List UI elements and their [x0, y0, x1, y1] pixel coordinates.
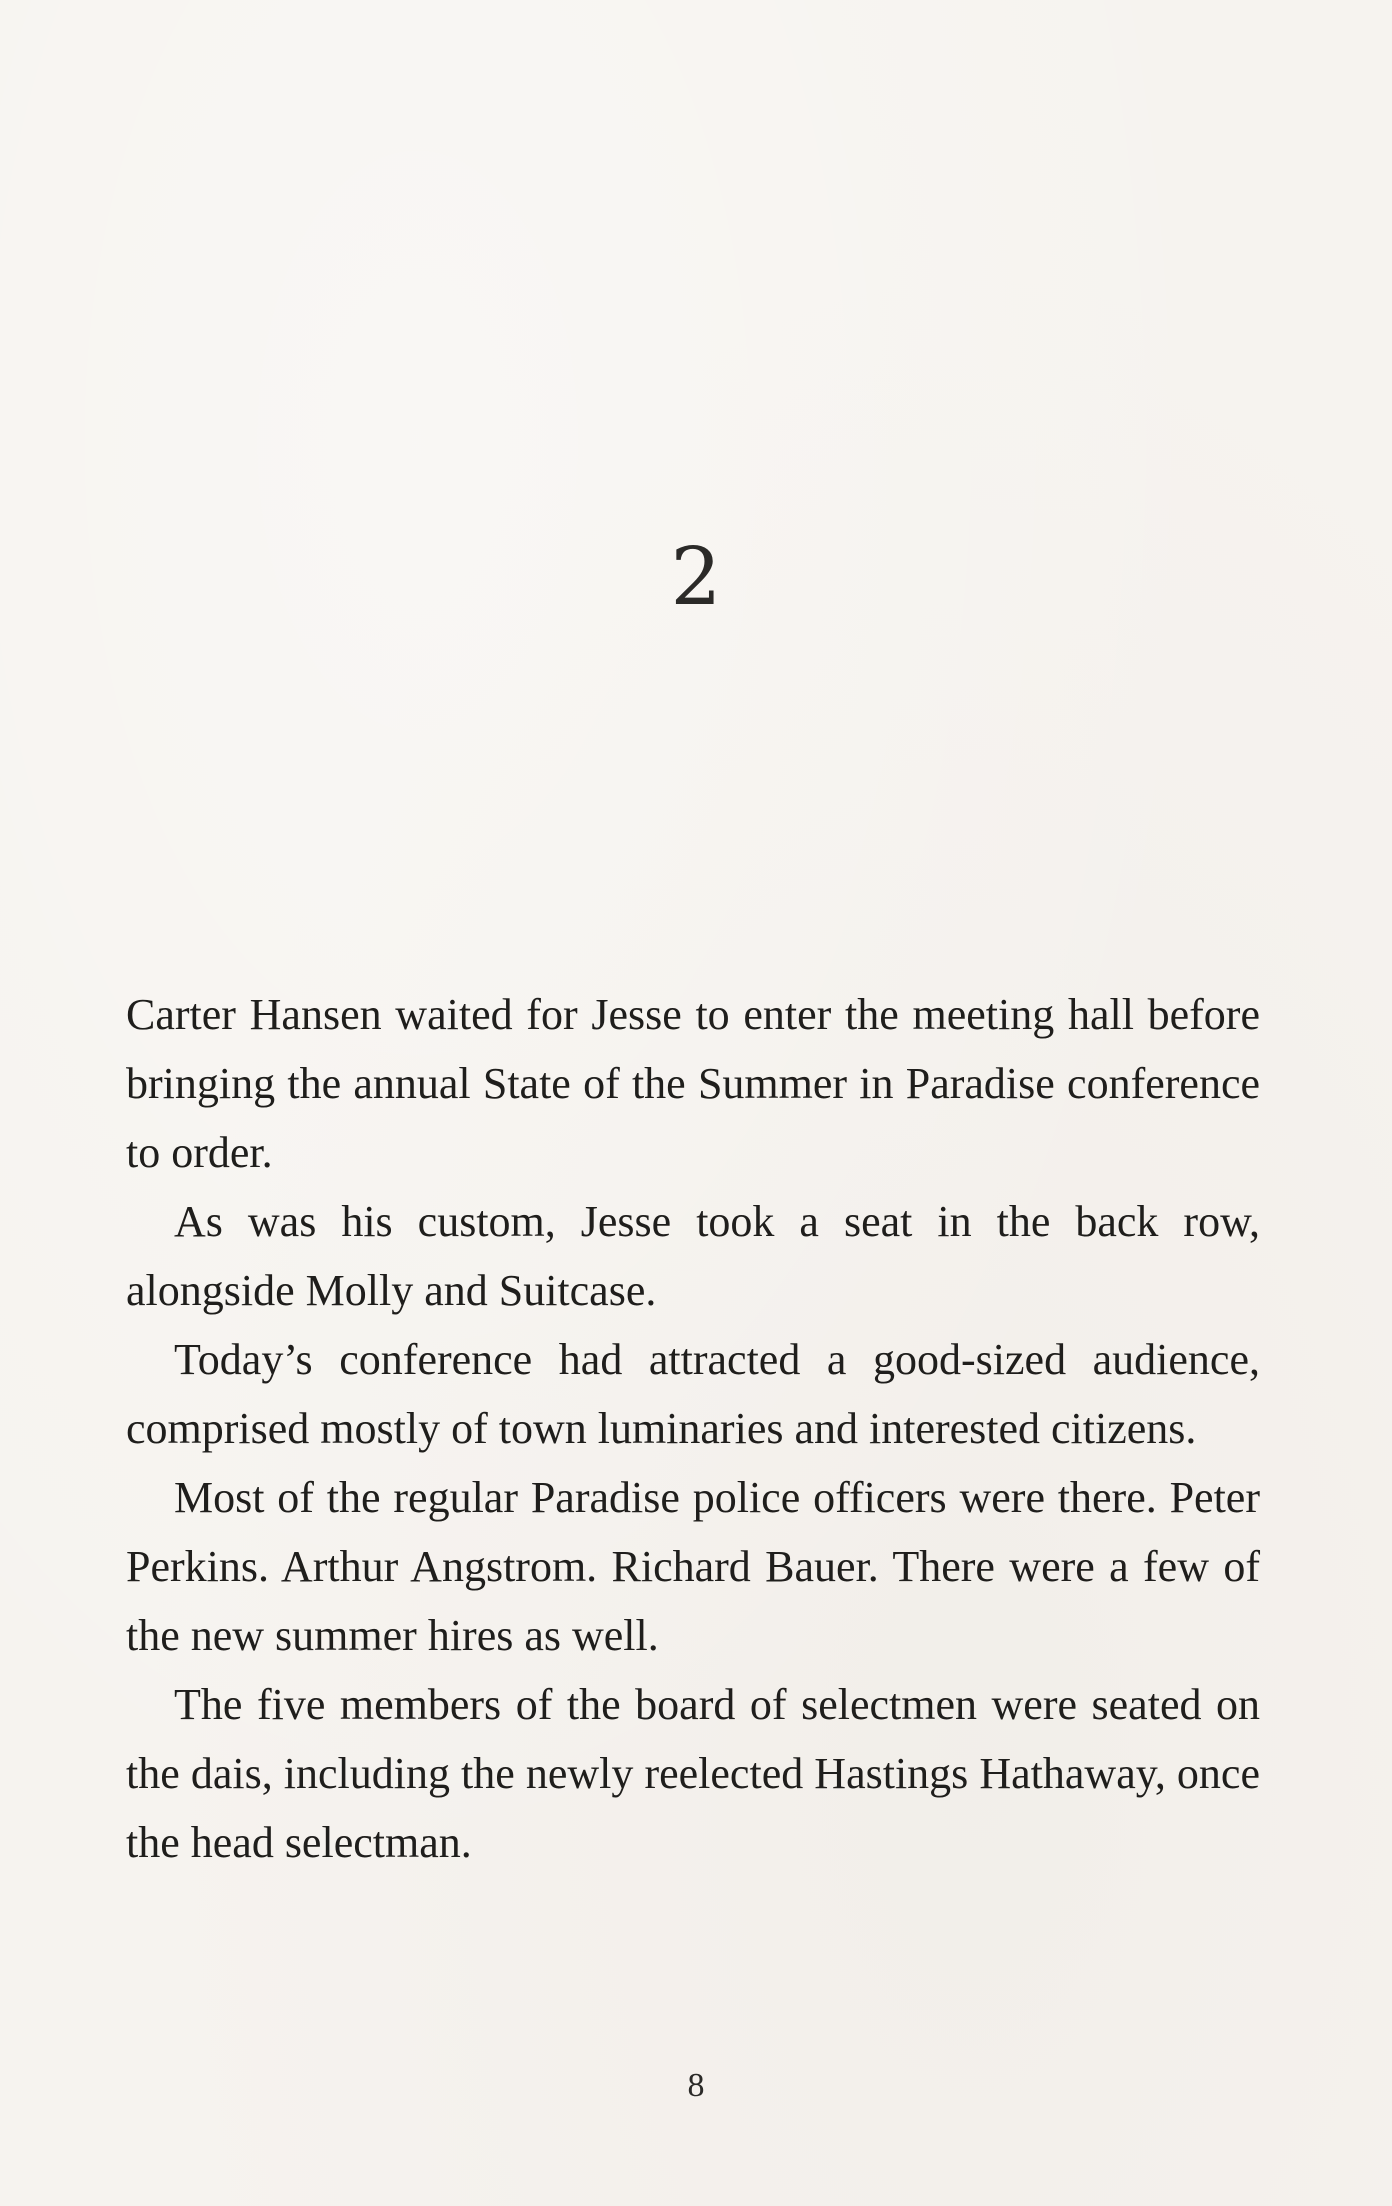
page-number: 8	[687, 2067, 705, 2104]
chapter-body	[126, 980, 1260, 1877]
paragraph: Most of the regular Paradise police officers were there. Peter Perkins. Arthur Angstrom. Richard Bauer. There were a few of the new summer hires as well.	[126, 1473, 1260, 1660]
chapter-number: 2	[670, 530, 722, 623]
paragraph: Today’s conference had attracted a good-sized audience, comprised mostly of town luminaries and interested citizens.	[126, 1335, 1260, 1453]
paragraph: The five members of the board of selectmen were seated on the dais, including the newly reelected Hastings Hathaway, once the head selectman.	[126, 1680, 1260, 1867]
paragraph: Carter Hansen waited for Jesse to enter the meeting hall before bringing the annual State of the Summer in Paradise conference to order.	[126, 990, 1260, 1177]
paragraph: As was his custom, Jesse took a seat in the back row, alongside Molly and Suitcase.	[126, 1197, 1260, 1315]
